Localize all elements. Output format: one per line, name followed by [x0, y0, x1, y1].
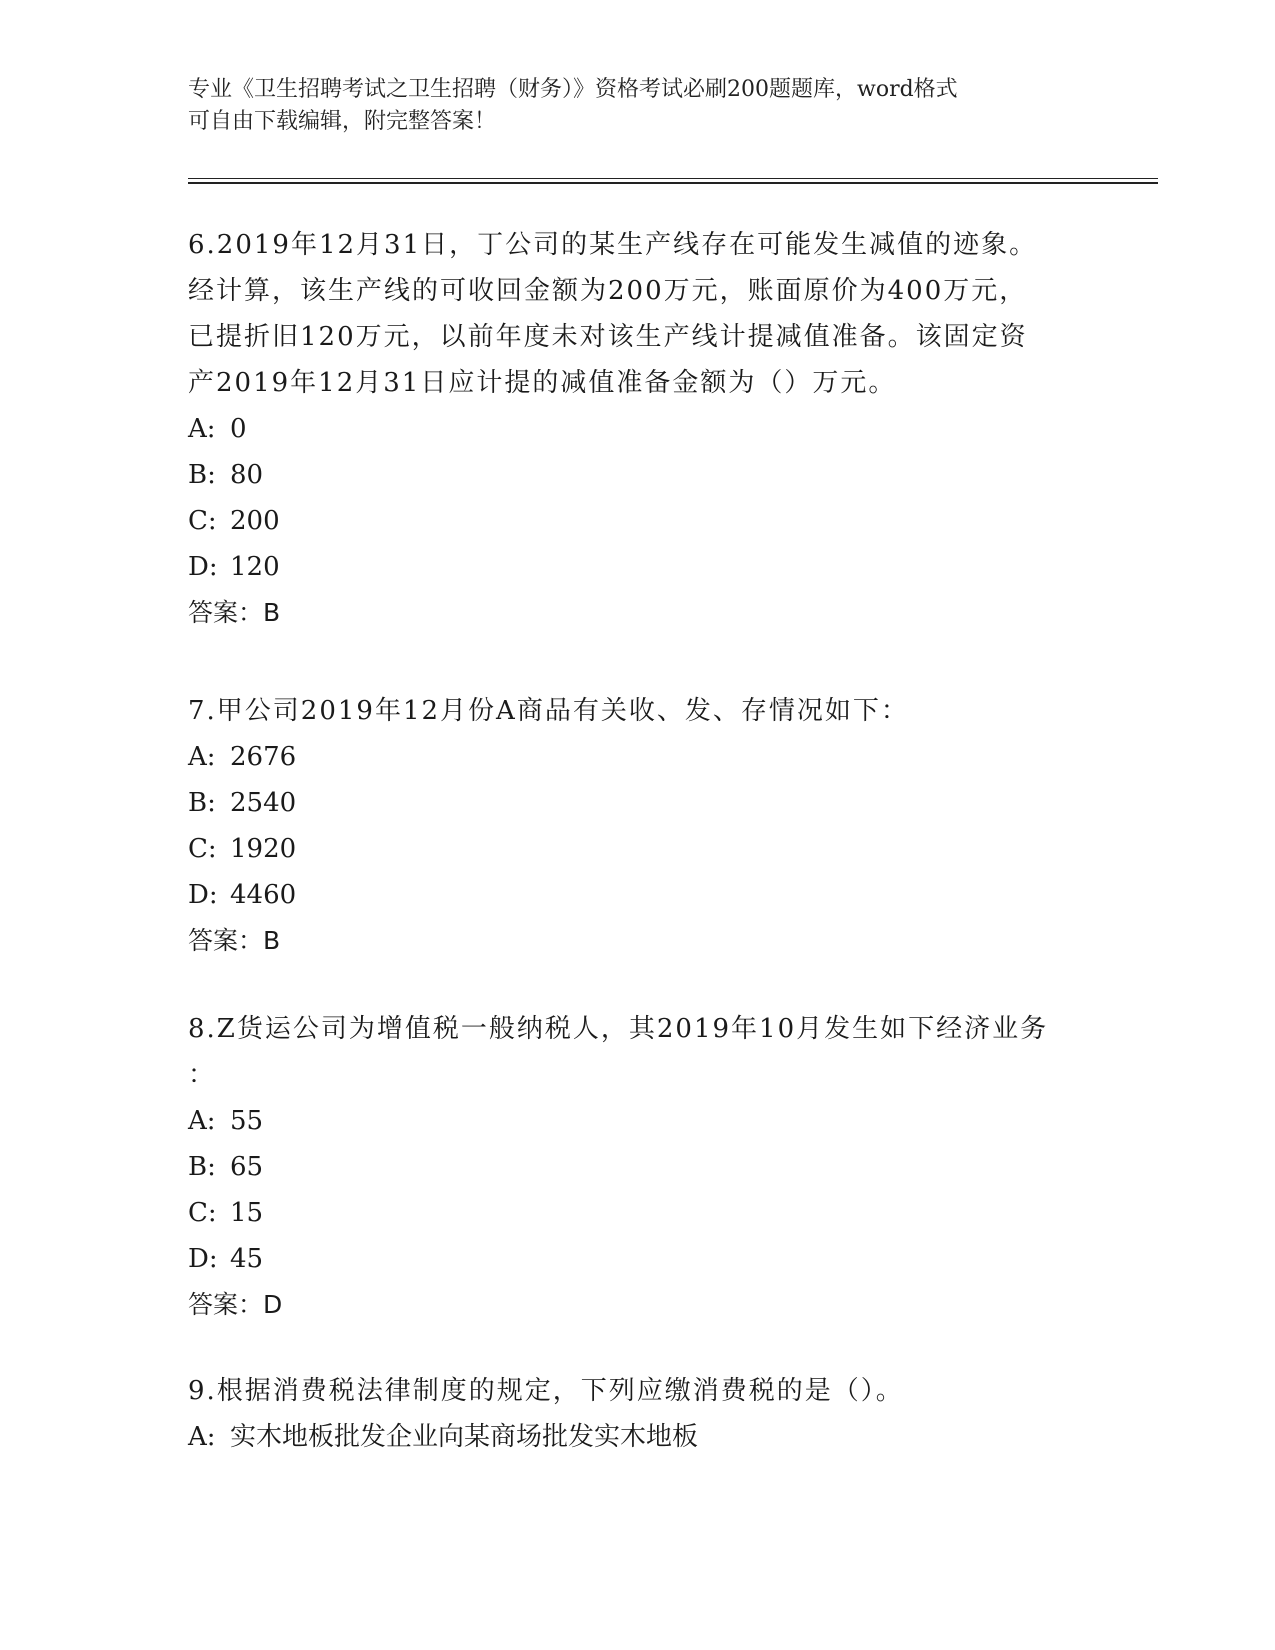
stem-line: 8.Z货运公司为增值税一般纳税人，其2019年10月发生如下经济业务 — [188, 1014, 1049, 1044]
option-text: 120 — [230, 552, 280, 582]
stem-line: 已提折旧120万元，以前年度未对该生产线计提减值准备。该固定资 — [188, 322, 1028, 352]
option-label: B: — [188, 460, 216, 490]
option-text: 2676 — [230, 742, 297, 772]
question-stem — [188, 688, 1088, 734]
option-c — [188, 498, 1088, 544]
option-label: B: — [188, 788, 216, 818]
option-text: 15 — [230, 1198, 264, 1228]
question-7 — [188, 688, 1088, 964]
option-text: 0 — [230, 414, 247, 444]
stem-line: 6.2019年12月31日，丁公司的某生产线存在可能发生减值的迹象。 — [188, 230, 1038, 260]
option-d — [188, 1236, 1088, 1282]
document-header — [188, 74, 1088, 138]
option-d — [188, 872, 1088, 918]
question-stem — [188, 1368, 1088, 1414]
answer: 答案：B — [188, 598, 281, 627]
option-c — [188, 1190, 1088, 1236]
header-line-1: 专业《卫生招聘考试之卫生招聘（财务）》资格考试必刷200题题库，word格式 — [188, 77, 958, 102]
stem-line: 经计算，该生产线的可收回金额为200万元，账面原价为400万元， — [188, 276, 1028, 306]
option-text: 4460 — [230, 880, 297, 910]
option-text: 65 — [230, 1152, 264, 1182]
question-9 — [188, 1368, 1088, 1460]
stem-line: 产2019年12月31日应计提的减值准备金额为（）万元。 — [188, 368, 897, 398]
stem-line: 9.根据消费税法律制度的规定，下列应缴消费税的是（）。 — [188, 1376, 904, 1406]
option-label: A: — [188, 742, 216, 772]
header-rule-thick — [188, 182, 1158, 184]
option-label: C: — [188, 506, 217, 536]
option-label: C: — [188, 834, 217, 864]
option-label: A: — [188, 414, 216, 444]
option-b — [188, 1144, 1088, 1190]
option-c — [188, 826, 1088, 872]
option-text: 1920 — [230, 834, 297, 864]
option-text: 200 — [230, 506, 280, 536]
option-b — [188, 780, 1088, 826]
header-rule-thin — [188, 178, 1158, 179]
option-label: C: — [188, 1198, 217, 1228]
option-text: 实木地板批发企业向某商场批发实木地板 — [230, 1422, 699, 1452]
stem-line: ： — [188, 1060, 217, 1090]
option-d — [188, 544, 1088, 590]
option-a — [188, 1098, 1088, 1144]
option-text: 2540 — [230, 788, 297, 818]
option-b — [188, 452, 1088, 498]
option-a — [188, 406, 1088, 452]
option-label: A: — [188, 1422, 216, 1452]
option-label: B: — [188, 1152, 216, 1182]
option-text: 45 — [230, 1244, 264, 1274]
option-label: D: — [188, 1244, 218, 1274]
stem-line: 7.甲公司2019年12月份A商品有关收、发、存情况如下： — [188, 696, 909, 726]
option-label: D: — [188, 880, 218, 910]
option-text: 55 — [230, 1106, 264, 1136]
question-6 — [188, 222, 1088, 636]
option-label: D: — [188, 552, 218, 582]
option-a — [188, 1414, 1088, 1460]
option-a — [188, 734, 1088, 780]
question-stem — [188, 222, 1088, 406]
answer: 答案：D — [188, 1290, 283, 1319]
option-text: 80 — [230, 460, 264, 490]
question-stem — [188, 1006, 1088, 1098]
question-8 — [188, 1006, 1088, 1328]
answer: 答案：B — [188, 926, 281, 955]
header-line-2: 可自由下载编辑，附完整答案！ — [188, 109, 497, 134]
option-label: A: — [188, 1106, 216, 1136]
